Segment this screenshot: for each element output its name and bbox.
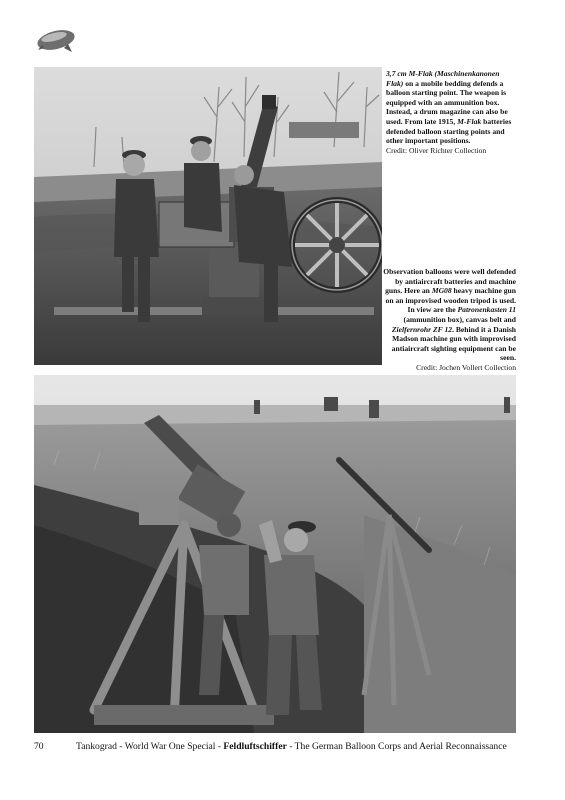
caption-bottom — [382, 267, 516, 373]
balloon-logo-icon — [34, 28, 76, 56]
footer-bold-title: Feldluftschiffer — [223, 741, 287, 752]
page-number: 70 — [34, 741, 44, 752]
caption-bottom-italic-3: Zielfernrohr ZF 12 — [391, 324, 453, 334]
caption-bottom-credit: Credit: Jochen Vollert Collection — [416, 362, 516, 372]
caption-bottom-text-1: Observation balloons were well defended by antiaircraft batteries and machine guns. Here an — [383, 267, 516, 296]
caption-top-italic-2: M-Flak — [457, 116, 482, 126]
footer-text-1: Tankograd - World War One Special - — [76, 741, 224, 752]
caption-bottom-text-4: . Behind it a Danish Madson machine gun with improvised antiaircraft sighting equipment can be seen. — [391, 324, 516, 363]
caption-bottom-italic-1: MG08 — [431, 286, 452, 296]
caption-top-text-2: batteries defended balloon starting points and other important positions. — [386, 116, 512, 146]
footer-text-2: - The German Balloon Corps and Aerial Reconnaissance — [286, 741, 507, 752]
caption-top-credit: Credit: Oliver Richter Collection — [386, 145, 487, 155]
caption-top-title: 3,7 cm M-Flak (Maschinenkanonen Flak) — [386, 69, 500, 88]
caption-bottom-italic-2: Patronenkasten 11 — [457, 305, 516, 315]
page-footer — [34, 741, 516, 752]
caption-top — [386, 69, 518, 155]
machine-gun-trench-photo — [34, 375, 516, 733]
caption-bottom-text-3: (ammunition box), canvas belt and — [403, 314, 516, 324]
anti-aircraft-gun-photo — [34, 67, 382, 365]
caption-top-text-1: on a mobile bedding defends a balloon starting point. The weapon is equipped with an ammunition box. Instead, a drum magazine can also be used. From late 1915, — [386, 78, 508, 126]
caption-bottom-text-2: heavy machine gun on an improvised wooden tripod is used. In view are the — [385, 286, 516, 315]
